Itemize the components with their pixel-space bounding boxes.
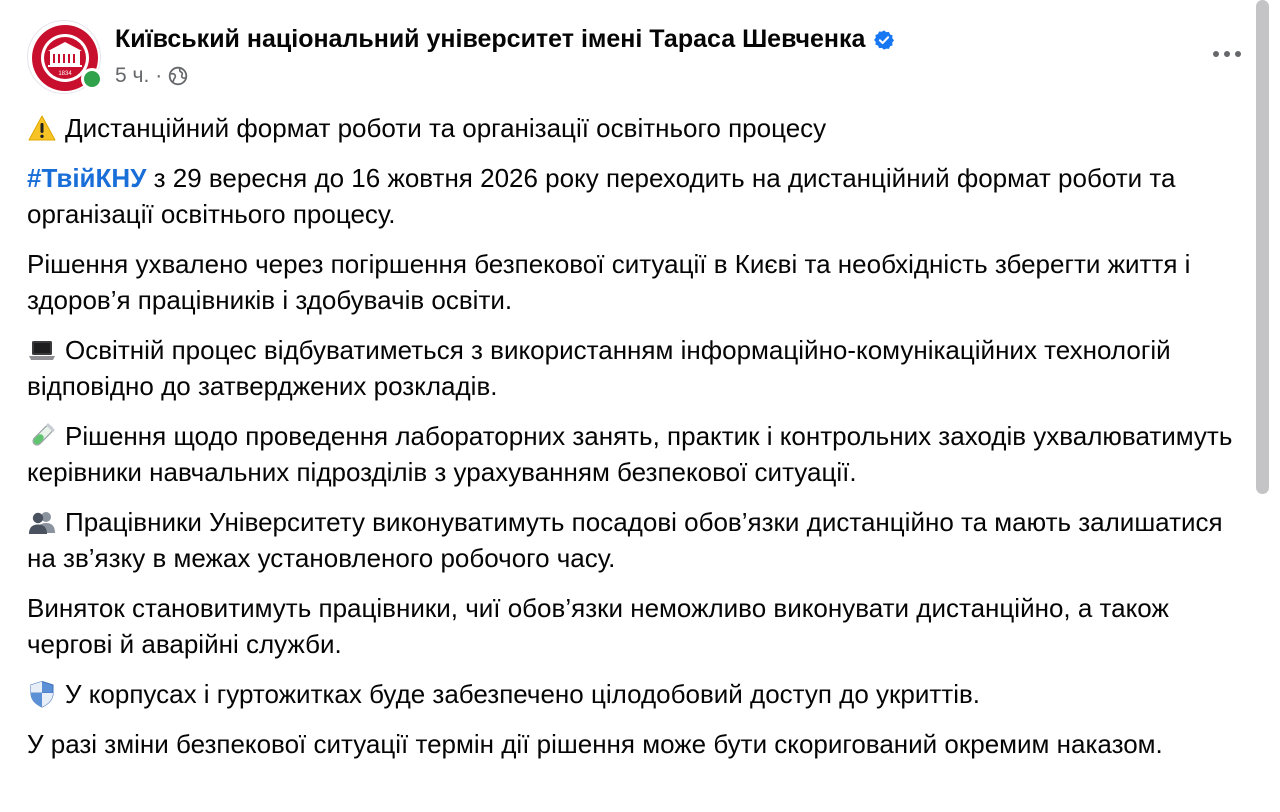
paragraph-exception bbox=[27, 590, 1252, 662]
post-time[interactable]: 5 ч. bbox=[115, 64, 150, 87]
page-avatar[interactable] bbox=[27, 20, 101, 94]
paragraph-changes bbox=[27, 726, 1252, 762]
more-options-icon bbox=[1213, 51, 1219, 57]
paragraph-heading bbox=[27, 110, 1252, 146]
page-name[interactable] bbox=[115, 25, 895, 54]
paragraph-text: Дистанційний формат роботи та організації освітнього процесу bbox=[65, 113, 827, 143]
paragraph-shelters bbox=[27, 676, 1252, 712]
paragraph-text: Працівники Університету виконуватимуть посадові обов’язки дистанційно та мають залишатися на зв’язку в межах установленого робочого часу. bbox=[27, 507, 1223, 573]
more-options-button[interactable] bbox=[1207, 38, 1247, 70]
paragraph-text: У корпусах і гуртожитках буде забезпечено цілодобовий доступ до укриттів. bbox=[65, 679, 981, 709]
paragraph-text: з 29 вересня до 16 жовтня 2026 року переходить на дистанційний формат роботи та організації освітнього процесу. bbox=[27, 163, 1176, 229]
people-icon bbox=[27, 508, 57, 536]
paragraph-reason bbox=[27, 246, 1252, 318]
paragraph-education bbox=[27, 332, 1252, 404]
page-name-label: Київський національний університет імені Тараса Шевченка bbox=[115, 25, 866, 53]
laptop-icon bbox=[27, 336, 57, 364]
shield-icon bbox=[27, 680, 57, 708]
more-options-dot bbox=[1224, 51, 1230, 57]
paragraph-text: Рішення ухвалено через погіршення безпекової ситуації в Києві та необхідність зберегти життя і здоров’я працівників і здобувачів освіти. bbox=[27, 249, 1191, 315]
globe-icon[interactable] bbox=[168, 66, 188, 86]
more-options-dot bbox=[1235, 51, 1241, 57]
paragraph-text: У разі зміни безпекової ситуації термін дії рішення може бути скоригований окремим наказом. bbox=[27, 729, 1163, 759]
verified-badge-icon bbox=[873, 29, 895, 51]
post-body bbox=[27, 110, 1252, 776]
post-meta bbox=[115, 64, 188, 88]
logo-year: 1834 bbox=[58, 71, 72, 77]
paragraph-staff bbox=[27, 504, 1252, 576]
paragraph-text: Рішення щодо проведення лабораторних занять, практик і контрольних заходів ухвалюватимуть керівники навчальних підрозділів з урахуванням безпекової ситуації. bbox=[27, 421, 1233, 487]
paragraph-labs bbox=[27, 418, 1252, 490]
test-tube-icon bbox=[27, 422, 57, 450]
meta-separator: · bbox=[155, 64, 163, 87]
hashtag-link[interactable]: #ТвійКНУ bbox=[27, 163, 147, 193]
post-header bbox=[27, 20, 1207, 100]
paragraph-dates bbox=[27, 160, 1252, 232]
scrollbar-thumb[interactable] bbox=[1256, 0, 1269, 494]
online-status-dot bbox=[81, 68, 103, 90]
paragraph-text: Освітній процес відбуватиметься з використанням інформаційно-комунікаційних технологій відповідно до затверджених розкладів. bbox=[27, 335, 1171, 401]
paragraph-text: Виняток становитимуть працівники, чиї обов’язки неможливо виконувати дистанційно, а також чергові й аварійні служби. bbox=[27, 593, 1169, 659]
warning-icon bbox=[27, 114, 57, 142]
